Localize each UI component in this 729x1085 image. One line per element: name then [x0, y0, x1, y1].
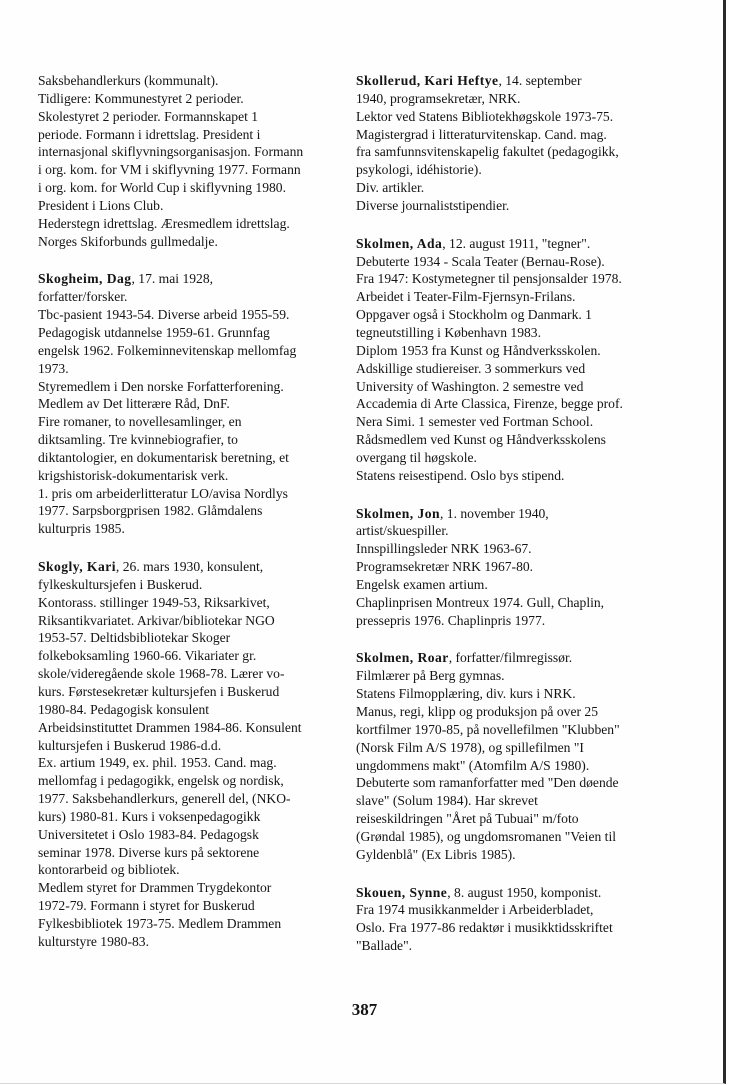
entry-skolmen-jon: [356, 505, 676, 630]
entry-name: Skogly, Kari: [38, 559, 116, 575]
entry-name: Skouen, Synne: [356, 884, 448, 900]
text-line: kortfilmer 1970-85, på novellefilmen "Klubben": [356, 721, 620, 737]
text-line: Skolestyret 2 perioder. Formannskapet 1: [38, 108, 259, 124]
entry-heading: [38, 270, 338, 288]
text-line: skole/videregående skole 1968-78. Lærer vo-: [38, 666, 285, 682]
text-line: i org. kom. for World Cup i skiflyvning 1980.: [38, 180, 286, 196]
text-line: Filmlærer på Berg gymnas.: [356, 668, 505, 684]
text-line: Styremedlem i Den norske Forfatterforening.: [38, 378, 284, 394]
text-line: 1977. Saksbehandlerkurs, generell del, (NKO-: [38, 791, 291, 807]
text-line: 1. pris om arbeiderlitteratur LO/avisa Nordlys: [38, 485, 288, 501]
text-line: kurs. Førstesekretær kultursjefen i Buskerud: [38, 684, 280, 699]
text-line: Oslo. Fra 1977-86 redaktør i musikktidsskriftet: [356, 920, 613, 936]
text-line: folkeboksamling 1960-66. Vikariater gr.: [38, 648, 257, 664]
text-line: forfatter/forsker.: [38, 289, 128, 305]
text-line: Riksantikvariatet. Arkivar/bibliotekar NGO: [38, 612, 275, 628]
text-line: Tidligere: Kommunestyret 2 perioder.: [38, 90, 244, 106]
text-line: Statens reisestipend. Oslo bys stipend.: [356, 467, 565, 483]
entry-skogly-kari: [38, 558, 338, 951]
text-line: fylkeskultursjefen i Buskerud.: [38, 576, 203, 592]
entry-skogheim-dag: [38, 270, 338, 538]
entry-heading-rest: , 12. august 1911, "tegner".: [442, 235, 591, 251]
text-line: Chaplinprisen Montreux 1974. Gull, Chaplin,: [356, 594, 605, 610]
entry-heading: [38, 558, 338, 576]
text-line: diktsamling. Tre kvinnebiografier, to: [38, 432, 238, 448]
text-line: Hederstegn idrettslag. Æresmedlem idrettslag.: [38, 215, 290, 231]
entry-heading: [356, 505, 676, 523]
text-line: (Grøndal 1985), og ungdomsromanen "Veien til: [356, 828, 617, 844]
text-line: pressepris 1976. Chaplinpris 1977.: [356, 612, 546, 628]
entry-skouen-synne: [356, 884, 676, 955]
entry-name: Skolmen, Ada: [356, 235, 443, 251]
text-line: ungdommens makt" (Atomfilm A/S 1980).: [356, 757, 590, 773]
text-line: Pedagogisk utdannelse 1959-61. Grunnfag: [38, 324, 270, 340]
entry-name: Skolmen, Jon: [356, 505, 440, 521]
text-line: President i Lions Club.: [38, 197, 164, 213]
text-line: mellomfag i pedagogikk, engelsk og nordisk,: [38, 773, 284, 789]
text-line: engelsk 1962. Folkeminnevitenskap mellomfag: [38, 342, 297, 358]
text-line: kurs) 1980-81. Kurs i voksenpedagogikk: [38, 808, 261, 824]
right-column: [356, 72, 676, 975]
text-line: Saksbehandlerkurs (kommunalt).: [38, 73, 219, 88]
text-line: 1972-79. Formann i styret for Buskerud: [38, 898, 255, 914]
text-line: Ex. artium 1949, ex. phil. 1953. Cand. mag.: [38, 755, 277, 771]
entry-heading: [356, 649, 676, 667]
text-line: Arbeidsinstituttet Drammen 1984-86. Konsulent: [38, 719, 302, 735]
text-line: 1977. Sarpsborgprisen 1982. Glåmdalens: [38, 503, 263, 519]
text-line: diktantologier, en dokumentarisk beretning, et: [38, 449, 289, 465]
entry-heading-rest: , 14. september: [498, 73, 582, 88]
page-number: 387: [351, 1000, 378, 1019]
text-line: Oppgaver også i Stockholm og Danmark. 1: [356, 307, 592, 323]
text-line: Medlem styret for Drammen Trygdekontor: [38, 880, 272, 896]
entry-heading: [356, 884, 676, 902]
entry-heading-rest: , 26. mars 1930, konsulent,: [115, 559, 264, 575]
text-line: Engelsk examen artium.: [356, 576, 488, 592]
text-line: Div. artikler.: [356, 180, 425, 196]
entry-name: Skolmen, Roar: [356, 650, 449, 666]
text-line: "Ballade".: [356, 938, 413, 954]
text-line: tegneutstilling i København 1983.: [356, 324, 542, 340]
text-line: (Norsk Film A/S 1978), og spillefilmen "I: [356, 739, 584, 755]
text-line: kulturpris 1985.: [38, 521, 125, 537]
text-line: kontorarbeid og bibliotek.: [38, 862, 180, 878]
entry-heading-rest: , 17. mai 1928,: [131, 271, 214, 287]
text-line: 1980-84. Pedagogisk konsulent: [38, 701, 210, 717]
entry-heading: [356, 235, 676, 253]
text-line: 1973.: [38, 360, 69, 376]
entry-skollerud-kari-heftye: [356, 72, 676, 215]
text-line: Fra 1947: Kostymetegner til pensjonsalder 1978.: [356, 271, 622, 287]
text-line: overgang til høgskole.: [356, 449, 477, 465]
text-line: Diplom 1953 fra Kunst og Håndverksskolen.: [356, 342, 601, 358]
text-line: Manus, regi, klipp og produksjon på over 25: [356, 704, 599, 719]
entry-heading-rest: , 8. august 1950, komponist.: [447, 884, 602, 900]
text-line: Innspillingsleder NRK 1963-67.: [356, 541, 532, 557]
text-line: psykologi, idéhistorie).: [356, 162, 482, 178]
left-column: [38, 72, 338, 971]
text-line: Medlem av Det litterære Råd, DnF.: [38, 396, 230, 412]
text-line: Nera Simi. 1 semester ved Fortman School.: [356, 414, 594, 430]
text-line: Norges Skiforbunds gullmedalje.: [38, 233, 218, 249]
text-line: Debuterte som ramanforfatter med "Den døende: [356, 775, 619, 791]
text-line: slave" (Solum 1984). Har skrevet: [356, 793, 538, 809]
text-line: Arbeidet i Teater-Film-Fjernsyn-Frilans.: [356, 289, 576, 305]
entry-name: Skogheim, Dag: [38, 271, 132, 287]
text-line: kultursjefen i Buskerud 1986-d.d.: [38, 737, 222, 753]
text-line: Fylkesbibliotek 1973-75. Medlem Drammen: [38, 915, 282, 931]
text-line: kulturstyre 1980-83.: [38, 933, 150, 949]
text-line: 1940, programsekretær, NRK.: [356, 90, 521, 106]
text-line: Adskillige studiereiser. 3 sommerkurs ved: [356, 360, 586, 376]
text-line: artist/skuespiller.: [356, 523, 449, 539]
text-line: University of Washington. 2 semestre ved: [356, 378, 584, 394]
text-line: Gyldenblå" (Ex Libris 1985).: [356, 846, 516, 862]
text-line: krigshistorisk-dokumentarisk verk.: [38, 467, 229, 483]
text-line: Magistergrad i litteraturvitenskap. Cand. mag.: [356, 126, 607, 142]
text-line: Programsekretær NRK 1967-80.: [356, 559, 534, 575]
entry-continued: [38, 72, 338, 250]
text-line: Accademia di Arte Classica, Firenze, begge prof.: [356, 396, 623, 412]
text-line: Fra 1974 musikkanmelder i Arbeiderbladet,: [356, 902, 594, 918]
text-line: i org. kom. for VM i skiflyvning 1977. Formann: [38, 162, 301, 178]
text-line: reiseskildringen "Året på Tubuai" m/foto: [356, 811, 579, 827]
text-line: Rådsmedlem ved Kunst og Håndverksskolens: [356, 432, 606, 448]
text-line: periode. Formann i idrettslag. President i: [38, 126, 261, 142]
text-line: Diverse journaliststipendier.: [356, 197, 510, 213]
entry-skolmen-ada: [356, 235, 676, 485]
entry-skolmen-roar: [356, 649, 676, 863]
text-line: internasjonal skiflyvningsorganisasjon. Formann: [38, 144, 304, 160]
entry-heading-rest: , forfatter/filmregissør.: [448, 650, 573, 666]
entry-heading: [356, 72, 676, 90]
text-line: Fire romaner, to novellesamlinger, en: [38, 414, 242, 430]
text-line: Debuterte 1934 - Scala Teater (Bernau-Rose).: [356, 253, 605, 269]
text-line: Statens Filmopplæring, div. kurs i NRK.: [356, 686, 576, 702]
text-line: Universitetet i Oslo 1983-84. Pedagogsk: [38, 826, 259, 842]
entry-heading-rest: , 1. november 1940,: [439, 505, 549, 521]
text-line: seminar 1978. Diverse kurs på sektorene: [38, 844, 260, 860]
text-line: Lektor ved Statens Bibliotekhøgskole 1973-75.: [356, 108, 614, 124]
text-line: Tbc-pasient 1943-54. Diverse arbeid 1955-59.: [38, 307, 290, 323]
text-line: fra samfunnsvitenskapelig fakultet (pedagogikk,: [356, 144, 619, 160]
text-line: Kontorass. stillinger 1949-53, Riksarkivet,: [38, 594, 270, 610]
entry-name: Skollerud, Kari Heftye: [356, 73, 499, 88]
text-line: 1953-57. Deltidsbibliotekar Skoger: [38, 630, 231, 646]
